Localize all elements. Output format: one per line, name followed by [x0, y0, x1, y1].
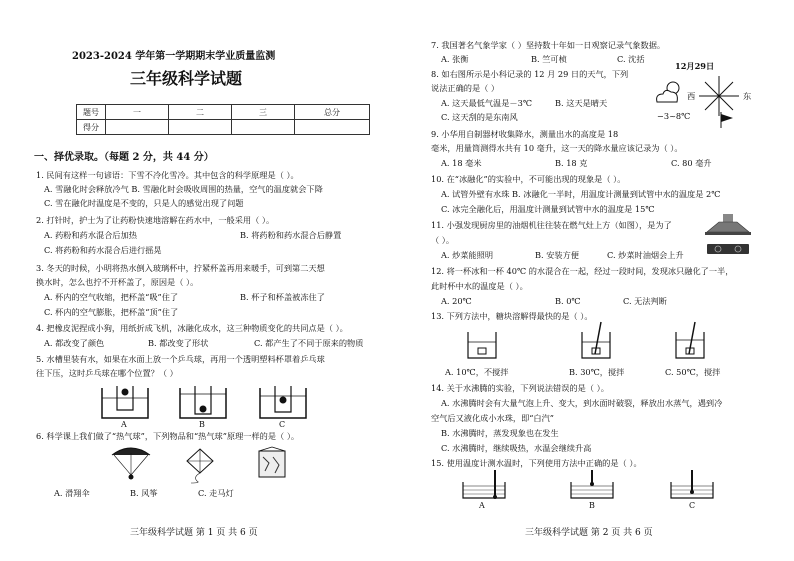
q4-stem: 4. 把橡皮泥捏成小狗，用纸折成飞机，冰融化成水，这三种物质变化的共同点是（ ）。	[36, 323, 348, 333]
q4-option-b: B. 都改变了形状	[148, 338, 209, 348]
wind-flag-icon	[717, 110, 737, 128]
q10-option-ab: A. 试管外壁有水珠 B. 冰融化一半时，用温度计测量到试管中水的温度是 2℃	[441, 189, 721, 199]
q13-beaker-b	[579, 322, 613, 360]
section1-heading: 一、择优录取。（每题 2 分，共 44 分）	[34, 152, 214, 163]
q15-label-c: C	[689, 501, 696, 510]
q5-label-c: C	[279, 420, 286, 429]
revolving-lantern-icon	[255, 445, 289, 483]
cloudy-sun-icon	[653, 80, 683, 106]
q12-option-b: B. 0℃	[555, 296, 581, 306]
q14-stem: 14. 关于水沸腾的实验，下列说法错误的是（ ）。	[431, 383, 609, 393]
compass-east: 东	[743, 91, 752, 101]
q2-option-b: B. 将药粉和药水混合后静置	[240, 230, 342, 240]
q5-figure-a	[100, 384, 150, 420]
q11-option-b: B. 安装方便	[535, 250, 579, 260]
q6-option-b: B. 风筝	[130, 488, 158, 498]
q12-option-c: C. 无法判断	[623, 296, 667, 306]
q12-stem-2: 此时杯中水的温度是（ ）。	[431, 281, 528, 291]
q8-stem-1: 8. 如右图所示是小科记录的 12 月 29 日的天气，下列	[431, 69, 629, 79]
q6-option-c: C. 走马灯	[198, 488, 234, 498]
q2-option-a: A. 药粉和药水混合后加热	[44, 230, 137, 240]
q14-option-b: B. 水沸腾时，蒸发现象也在发生	[441, 428, 559, 438]
q8-option-c: C. 这天刮的是东南风	[441, 112, 518, 122]
score-input-cell[interactable]	[169, 120, 232, 135]
q5-figure-c	[258, 384, 308, 420]
q7-option-b: B. 竺可桢	[531, 54, 567, 64]
q5-stem-1: 5. 水槽里装有水，如果在水面上放一个乒乓球，再用一个透明塑料杯罩着乒乓球	[36, 354, 325, 364]
q2-stem: 2. 打针时，护士为了让药粉快速地溶解在药水中，一般采用（ ）。	[36, 215, 275, 225]
q14-option-c: C. 水沸腾时，继续吸热，水温会继续升高	[441, 443, 592, 453]
q7-option-c: C. 沈括	[617, 54, 645, 64]
q13-beaker-c	[673, 322, 707, 360]
q15-label-b: B	[589, 501, 595, 510]
q15-setup-b	[569, 470, 615, 500]
q15-setup-a	[461, 470, 507, 500]
q7-stem: 7. 我国著名气象学家（ ）坚持数十年如一日观察记录气象数据。	[431, 40, 666, 50]
q11-stem-1: 11. 小强发现厨房里的油烟机往往装在燃气灶上方（如图），是为了	[431, 220, 672, 230]
q3-stem-2: 换水时，怎么也拧不开杯盖了，原因是（ ）。	[36, 277, 199, 287]
score-label-cell: 得分	[77, 120, 106, 135]
right-page-footer: 三年级科学试题 第 2 页 共 6 页	[525, 528, 653, 538]
compass-west: 西	[687, 91, 696, 101]
left-page-footer: 三年级科学试题 第 1 页 共 6 页	[130, 528, 258, 538]
q10-option-c: C. 冰完全融化后，用温度计测量到试管中水的温度是 15℃	[441, 204, 655, 214]
q3-option-c: C. 杯内的空气膨胀，把杯盖“顶”住了	[44, 307, 179, 317]
q8-option-b: B. 这天是晴天	[555, 98, 608, 108]
q13-label-a: A. 10℃，不搅拌	[445, 367, 509, 377]
score-header-cell: 总分	[295, 105, 370, 120]
q5-figure-b	[178, 384, 228, 420]
q3-option-b: B. 杯子和杯盖被冻住了	[240, 292, 325, 302]
score-header-cell: 一	[106, 105, 169, 120]
q5-label-b: B	[199, 420, 205, 429]
q3-option-a: A. 杯内的空气收缩，把杯盖“吸”住了	[44, 292, 179, 302]
score-header-cell: 二	[169, 105, 232, 120]
q3-stem-1: 3. 冬天的时候，小明将热水倒入玻璃杯中，拧紧杯盖再用来暖手，可到第二天想	[36, 263, 325, 273]
kite-icon	[183, 447, 217, 483]
q13-label-b: B. 30℃，搅拌	[569, 367, 625, 377]
q14-option-a-1: A. 水沸腾时会有大量气泡上升、变大，到水面时破裂，释放出水蒸气，遇到冷	[441, 398, 723, 408]
weather-date: 12月29日	[675, 61, 715, 71]
exam-main-title: 三年级科学试题	[130, 69, 243, 88]
exam-year-title: 2023-2024 学年第一学期期末学业质量监测	[72, 51, 276, 62]
q12-option-a: A. 20℃	[441, 296, 472, 306]
q8-option-a: A. 这天最低气温是－3℃	[441, 98, 532, 108]
q9-option-c: C. 80 毫升	[671, 158, 712, 168]
q13-label-c: C. 50℃，搅拌	[665, 367, 721, 377]
q5-stem-2: 往下压，这时乒乓球在哪个位置？（ ）	[36, 368, 178, 378]
q2-option-c: C. 将药粉和药水混合后进行摇晃	[44, 245, 162, 255]
q14-option-a-2: 空气后又液化成小水珠，即“白汽”	[431, 413, 554, 423]
q9-stem-1: 9. 小华用自制器材收集降水，测量出水的高度是 18	[431, 129, 619, 139]
q15-stem: 15. 使用温度计测水温时，下列使用方法中正确的是（ ）。	[431, 458, 642, 468]
q11-option-c: C. 炒菜时油烟会上升	[607, 250, 684, 260]
q15-label-a: A	[479, 501, 485, 510]
q1-stem: 1. 民间有这样一句谚语：下雪不冷化雪冷。其中包含的科学原理是（ ）。	[36, 170, 299, 180]
q1-option-ab: A. 雪融化时会释放冷气 B. 雪融化时会吸收周围的热量，空气的温度就会下降	[44, 184, 323, 194]
q5-label-a: A	[121, 420, 127, 429]
q13-beaker-a	[465, 330, 499, 360]
score-table	[76, 104, 370, 135]
q6-stem: 6. 科学课上我们做了“热气球”，下列物品和“热气球”原理一样的是（ ）。	[36, 431, 300, 441]
score-header-cell: 题号	[77, 105, 106, 120]
q13-stem: 13. 下列方法中，糖块溶解得最快的是（ ）。	[431, 311, 593, 321]
paraglider-icon	[108, 445, 154, 483]
q9-option-a: A. 18 毫米	[441, 158, 482, 168]
score-input-cell[interactable]	[232, 120, 295, 135]
range-hood-icon	[701, 214, 757, 256]
q11-stem-2: （ ）。	[431, 235, 455, 245]
score-header-cell: 三	[232, 105, 295, 120]
weather-temp: −3~8℃	[657, 111, 691, 121]
q6-option-a: A. 滑翔伞	[54, 488, 90, 498]
q4-option-c: C. 都产生了不同于原来的物质	[254, 338, 364, 348]
q11-option-a: A. 炒菜能照明	[441, 250, 494, 260]
q9-stem-2: 毫米，用量筒测得水共有 10 毫升，这一天的降水量应该记录为（ ）。	[431, 143, 683, 153]
score-input-cell[interactable]	[295, 120, 370, 135]
q7-option-a: A. 张衡	[441, 54, 469, 64]
q10-stem: 10. 在“冰融化”的实验中，不可能出现的现象是（ ）。	[431, 174, 626, 184]
q8-stem-2: 说法正确的是（ ）	[431, 83, 500, 93]
right-page	[397, 0, 794, 561]
q15-setup-c	[669, 470, 715, 500]
score-input-cell[interactable]	[106, 120, 169, 135]
q12-stem-1: 12. 将一杯冰和一杯 40℃ 的水混合在一起，经过一段时间，发现冰只融化了一半，	[431, 266, 734, 276]
q4-option-a: A. 都改变了颜色	[44, 338, 105, 348]
q1-option-c: C. 雪在融化时温度是不变的，只是人的感觉出现了问题	[44, 198, 244, 208]
q9-option-b: B. 18 克	[555, 158, 588, 168]
